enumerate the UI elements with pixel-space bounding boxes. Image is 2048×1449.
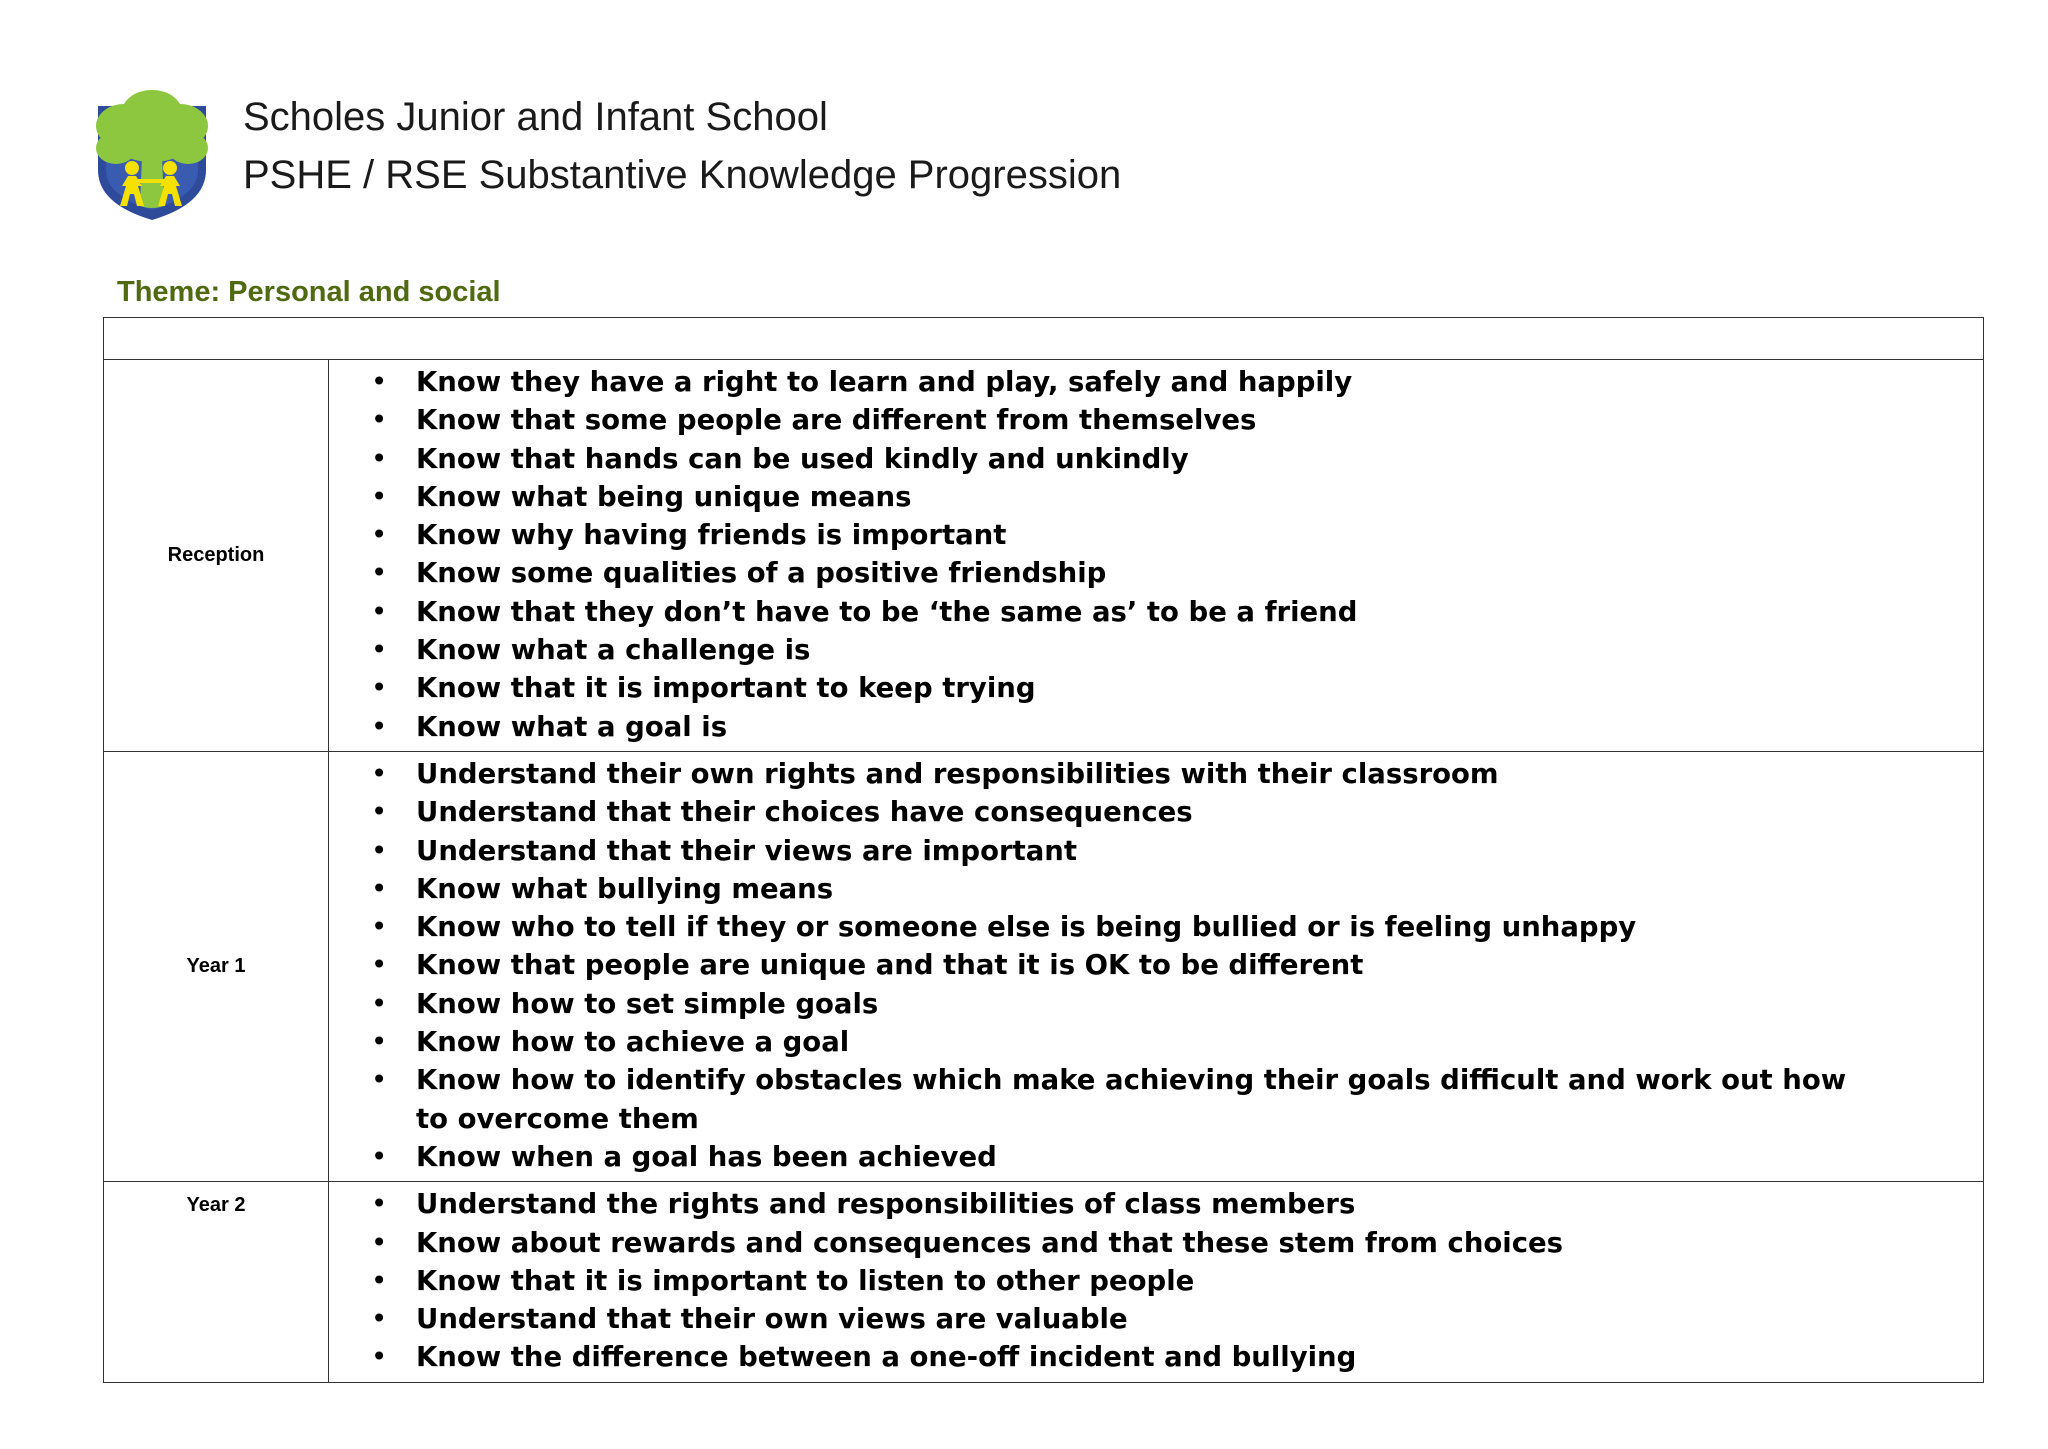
list-item: • Know when a goal has been achieved — [329, 1138, 1983, 1176]
list-item: • Know that they don’t have to be ‘the same as’ to be a friend — [329, 593, 1983, 631]
knowledge-list-year-1 — [329, 752, 1983, 1181]
list-item: • Know what a challenge is — [329, 631, 1983, 669]
list-item: • Know how to achieve a goal — [329, 1023, 1983, 1061]
year-label-reception: Reception — [104, 360, 329, 752]
table-header-cell — [104, 318, 1984, 360]
knowledge-list-reception — [329, 360, 1983, 751]
list-item: • Know about rewards and consequences and that these stem from choices — [329, 1224, 1983, 1262]
list-item: • Know how to set simple goals — [329, 985, 1983, 1023]
list-item: • Understand their own rights and responsibilities with their classroom — [329, 755, 1983, 793]
table-row-year-1 — [104, 751, 1984, 1181]
school-name: Scholes Junior and Infant School — [243, 95, 828, 139]
knowledge-cell-reception — [329, 360, 1984, 752]
list-item: • Know they have a right to learn and play, safely and happily — [329, 363, 1983, 401]
list-item: • Know that hands can be used kindly and unkindly — [329, 440, 1983, 478]
table-row-reception — [104, 360, 1984, 752]
list-item: • Know what bullying means — [329, 870, 1983, 908]
list-item: • Know some qualities of a positive friendship — [329, 554, 1983, 592]
list-item: • Understand the rights and responsibilities of class members — [329, 1185, 1983, 1223]
knowledge-list-year-2 — [329, 1182, 1983, 1381]
year-label-year-2: Year 2 — [104, 1182, 329, 1382]
list-item: • Know the difference between a one-off incident and bullying — [329, 1338, 1983, 1376]
list-item: • Understand that their views are important — [329, 832, 1983, 870]
list-item: • Know why having friends is important — [329, 516, 1983, 554]
document-header — [243, 88, 1121, 204]
knowledge-cell-year-1 — [329, 751, 1984, 1181]
list-item: • Know who to tell if they or someone else is being bullied or is feeling unhappy — [329, 908, 1983, 946]
list-item: • Understand that their own views are valuable — [329, 1300, 1983, 1338]
knowledge-cell-year-2 — [329, 1182, 1984, 1382]
year-label-year-1: Year 1 — [104, 751, 329, 1181]
list-item: • Know what a goal is — [329, 708, 1983, 746]
list-item: • Know that some people are different from themselves — [329, 401, 1983, 439]
table-header-row — [104, 318, 1984, 360]
table-row-year-2 — [104, 1182, 1984, 1382]
list-item: • Know that it is important to keep trying — [329, 669, 1983, 707]
list-item: • Understand that their choices have consequences — [329, 793, 1983, 831]
document-title: PSHE / RSE Substantive Knowledge Progression — [243, 153, 1122, 197]
progression-table — [103, 317, 1984, 1383]
list-item: • Know what being unique means — [329, 478, 1983, 516]
theme-heading: Theme: Personal and social — [117, 276, 501, 308]
list-item: • Know that it is important to listen to other people — [329, 1262, 1983, 1300]
school-crest-icon — [92, 86, 212, 222]
list-item: • Know how to identify obstacles which make achieving their goals difficult and work out how to overcome them — [329, 1061, 1983, 1138]
list-item: • Know that people are unique and that it is OK to be different — [329, 946, 1983, 984]
